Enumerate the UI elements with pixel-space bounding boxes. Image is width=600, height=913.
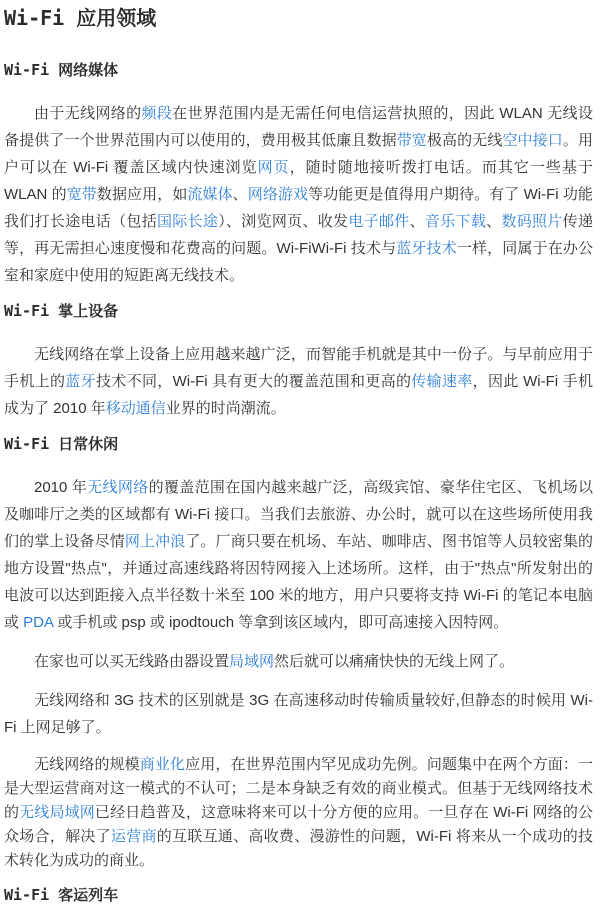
text-segment: 或手机或 psp 或 ipodtouch 等拿到该区域内，即可高速接入因特网。 (53, 614, 509, 631)
text-segment: 的互联互通、高收费、漫游性的问题，Wi-Fi 将来从一个成功的技术转化为成功的商业。 (4, 828, 593, 869)
page-title: Wi-Fi 应用领域 (4, 6, 157, 30)
text-segment: 业界的时尚潮流。 (165, 400, 286, 417)
text-segment: 等功能更是值得用户期待。有了 Wi-Fi 功能我们打长途电话（包括 (4, 186, 593, 230)
text-segment: 应用，在世界范围内罕见成功先例。问题集中在两个方面：一是大型运营商对这一模式的不认可；二是本身缺乏有效的商业模式。但基于无线网络技术的 (4, 756, 593, 821)
paragraph (4, 753, 593, 873)
text-link[interactable]: 移动通信 (105, 400, 166, 417)
text-link[interactable]: 蓝牙技术 (396, 240, 457, 257)
text-link[interactable]: 商业化 (139, 756, 186, 773)
text-segment: 技术不同，Wi-Fi 具有更大的覆盖范围和更高的 (95, 373, 412, 390)
section-heading: Wi-Fi 客运列车 (4, 886, 119, 904)
section-heading: Wi-Fi 日常休闲 (4, 435, 119, 453)
text-link[interactable]: 数码照片 (501, 213, 563, 230)
text-segment: 然后就可以痛痛快快的无线上网了。 (274, 653, 515, 670)
text-segment: 传递等，再无需担心速度慢和花费高的问题。Wi-FiWi-Fi 技术与 (4, 213, 593, 257)
text-link[interactable]: 宽带 (66, 186, 97, 203)
text-segment: 无线网络和 3G 技术的区别就是 3G 在高速移动时传输质量较好,但静态的时候用 Wi-Fi 上网足够了。 (4, 692, 593, 736)
paragraph (4, 648, 593, 675)
text-segment: 。用户可以在 Wi-Fi 覆盖区域内快速浏览 (4, 132, 593, 176)
text-link[interactable]: 空中接口 (502, 132, 563, 149)
text-link[interactable]: 局域网 (229, 653, 275, 670)
article-body (4, 60, 593, 905)
text-segment: 、 (409, 213, 425, 230)
text-link[interactable]: 无线网络 (87, 479, 149, 496)
text-segment: 的覆盖范围在国内越来越广泛，高级宾馆、豪华住宅区、飞机场以及咖啡厅之类的区域都有 Wi-Fi 接口。当我们去旅游、办公时，就可以在这些场所使用我们的掌上设备尽情 (4, 479, 593, 550)
article (4, 4, 593, 905)
text-link[interactable]: 频段 (141, 105, 173, 122)
text-link[interactable]: 运营商 (110, 828, 157, 845)
paragraph (4, 100, 593, 289)
text-segment: ，因此 Wi-Fi 手机成为了 2010 年 (4, 373, 593, 417)
text-segment: 2010 年 (34, 479, 88, 496)
text-segment: 已经日趋普及，这意味将来可以十分方便的应用。一旦存在 Wi-Fi 网络的公众场合，解决了 (4, 804, 593, 845)
text-segment: 极高的无线 (426, 132, 503, 149)
text-segment: 数据应用，如 (96, 186, 188, 203)
text-segment: ，随时随地接听拨打电话。而其它一些基于 WLAN 的 (4, 159, 593, 203)
text-segment: ）、浏览网页、收发 (218, 213, 349, 230)
text-link[interactable]: 传输速率 (411, 373, 473, 390)
text-segment: 在世界范围内是无需任何电信运营执照的，因此 WLAN 无线设备提供了一个世界范围内可以使用的，费用极其低廉且数据 (4, 105, 593, 149)
text-link[interactable]: PDA (23, 614, 54, 631)
section-heading: Wi-Fi 掌上设备 (4, 302, 119, 320)
text-link[interactable]: 网页 (257, 159, 290, 176)
text-segment: 无线网络的规模 (34, 756, 140, 773)
paragraph (4, 474, 593, 636)
text-segment: 由于无线网络的 (34, 105, 142, 122)
text-segment: 、 (486, 213, 502, 230)
text-link[interactable]: 无线局域网 (19, 804, 95, 821)
paragraph (4, 687, 593, 741)
text-link[interactable]: 国际长途 (157, 213, 219, 230)
text-link[interactable]: 流媒体 (187, 186, 233, 203)
text-link[interactable]: 蓝牙 (65, 373, 96, 390)
text-link[interactable]: 网络游戏 (247, 186, 309, 203)
text-link[interactable]: 电子邮件 (348, 213, 410, 230)
text-segment: 无线网络在掌上设备上应用越来越广泛，而智能手机就是其中一份子。与早前应用于手机上的 (4, 346, 593, 390)
section-heading: Wi-Fi 网络媒体 (4, 61, 119, 79)
paragraph (4, 341, 593, 422)
text-segment: 了。厂商只要在机场、车站、咖啡店、图书馆等人员较密集的地方设置"热点"，并通过高速线路将因特网接入上述场所。这样，由于"热点"所发射出的电波可以达到距接入点半径数十米至 100 米的地方，用户只要将支持 Wi-Fi 的笔记本电脑或 (4, 533, 593, 631)
text-link[interactable]: 带宽 (396, 132, 427, 149)
text-link[interactable]: 音乐下载 (424, 213, 487, 230)
text-segment: 、 (232, 186, 248, 203)
text-link[interactable]: 网上冲浪 (124, 533, 186, 550)
text-segment: 一样，同属于在办公室和家庭中使用的短距离无线技术。 (4, 240, 593, 284)
text-segment: 在家也可以买无线路由器设置 (34, 653, 230, 670)
